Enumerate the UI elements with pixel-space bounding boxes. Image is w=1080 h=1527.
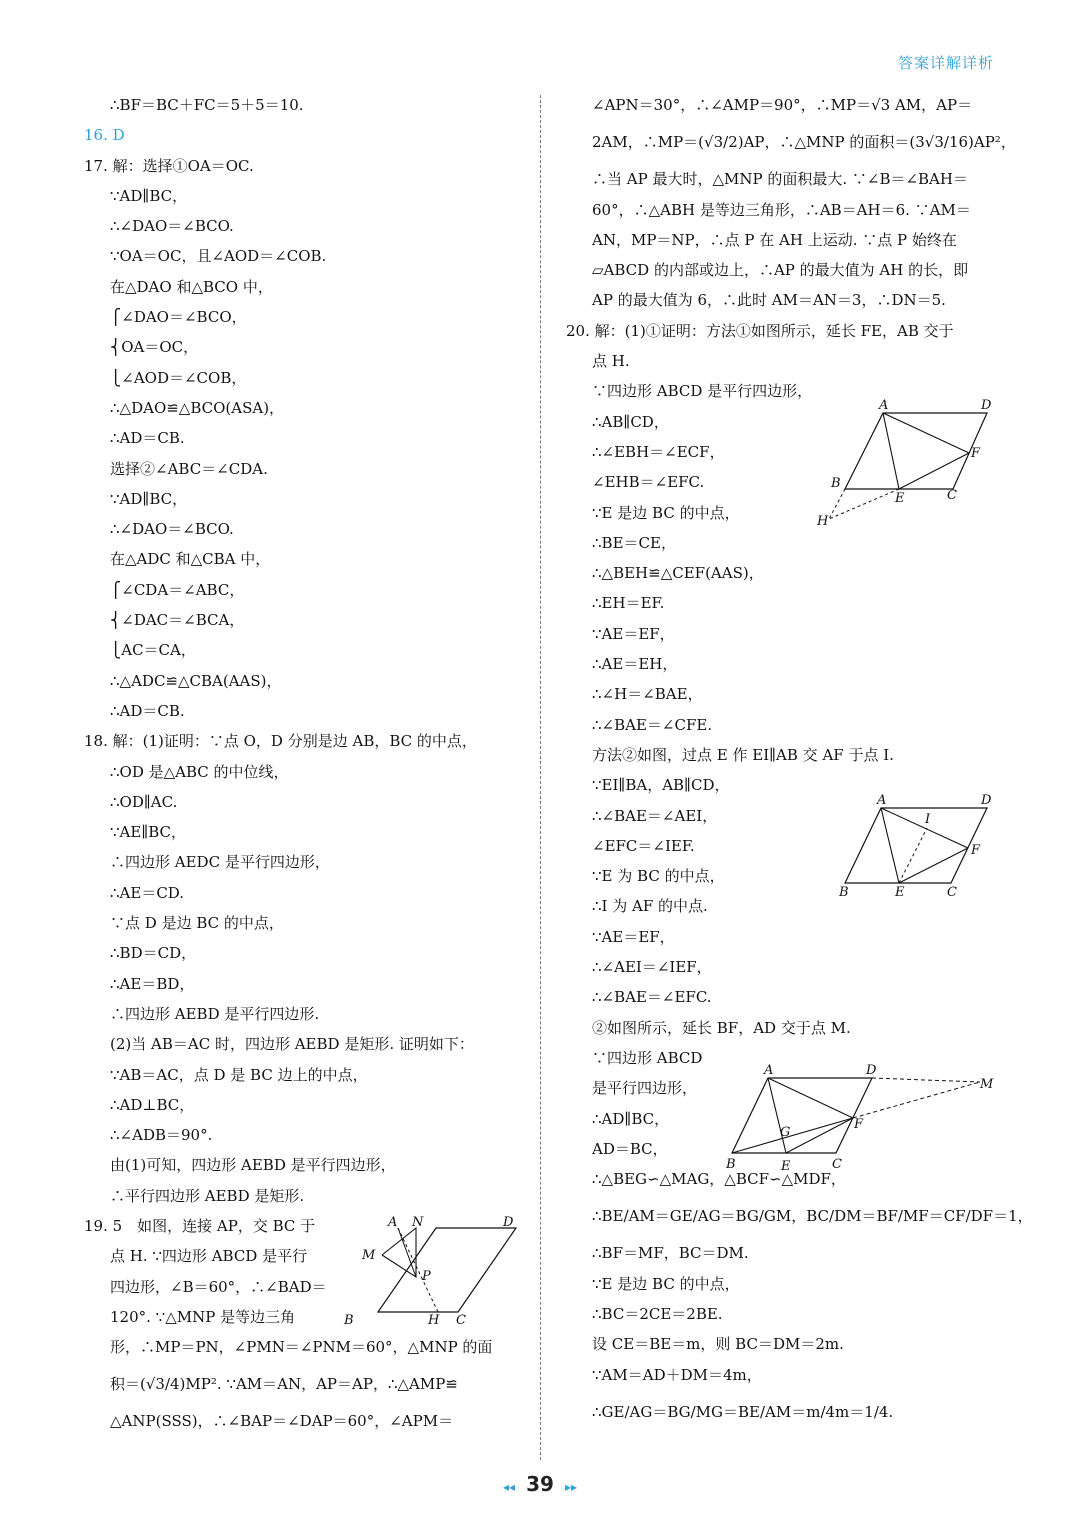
page-number: 39 [526,1472,554,1496]
text-line: (2)当 AB＝AC 时，四边形 AEBD 是矩形. 证明如下： [110,1035,474,1054]
text-line: 60°，∴△ABH 是等边三角形，∴AB＝AH＝6. ∵AM＝ [592,200,971,219]
page-footer [0,1472,1080,1496]
text-line: ∴△BEG∽△MAG，△BCF∽△MDF， [592,1170,846,1189]
text-line: ∵AD∥BC， [110,186,188,205]
text-line: ∴△BEH≌△CEF(AAS)， [592,564,764,583]
text-line: 19. 5 如图，连接 AP，交 BC 于 [84,1216,316,1235]
text-line: ∴∠ADB＝90°. [110,1126,213,1145]
text-line: 形，∴MP＝PN，∠PMN＝∠PNM＝60°，△MNP 的面 [110,1338,493,1357]
label-A: A [388,1215,398,1230]
text-line: 设 CE＝BE＝m，则 BC＝DM＝2m. [592,1335,844,1354]
text-line: ∠EFC＝∠IEF. [592,836,695,855]
text-line: ∴GE/AG＝BG/MG＝BE/AM＝m/4m＝1/4. [592,1402,894,1421]
label-G: G [780,1125,791,1140]
text-line: ∠APN＝30°，∴∠AMP＝90°，∴MP＝√3 AM，AP＝ [592,96,973,114]
text-line: ▱ABCD 的内部或边上，∴AP 的最大值为 AH 的长，即 [592,261,969,280]
text-line: 2AM，∴MP＝(√3/2)AP，∴△MNP 的面积＝(3√3/16)AP²， [592,133,1016,152]
text-line: 18. 解：(1)证明：∵点 O，D 分别是边 AB，BC 的中点， [84,732,477,751]
text-line: ⎩AC＝CA， [110,641,196,660]
text-line: 积＝(√3/4)MP². ∵AM＝AN，AP＝AP，∴△AMP≌ [110,1375,458,1394]
label-N: N [412,1215,424,1230]
text-line: 在△DAO 和△BCO 中， [110,277,273,296]
text-line: ∴△DAO≌△BCO(ASA)， [110,398,285,417]
label-C: C [947,488,957,503]
text-line: 20. 解：(1)①证明：方法①如图所示，延长 FE，AB 交于 [566,321,954,340]
figure-20-method-2 [835,790,1000,905]
column-divider [540,95,541,1460]
text-line: ∴∠DAO＝∠BCO. [110,520,234,539]
text-line: ∵EI∥BA，AB∥CD， [592,776,730,795]
text-line: ∴AB∥CD， [592,412,669,431]
label-B: B [344,1313,354,1328]
label-F: F [971,446,981,461]
label-A: A [764,1063,774,1078]
label-I: I [925,812,931,827]
text-line: 在△ADC 和△CBA 中， [110,550,271,569]
text-line: ∴BD＝CD， [110,944,197,963]
text-line: AD＝BC， [592,1139,668,1158]
text-line: ②如图所示，延长 BF，AD 交于点 M. [592,1018,851,1037]
text-line: ∵E 为 BC 的中点， [592,867,725,886]
text-line: △ANP(SSS)，∴∠BAP＝∠DAP＝60°，∠APM＝ [110,1412,454,1431]
text-line: ∵AE＝EF， [592,624,675,643]
text-line: ∴∠BAE＝∠CFE. [592,715,713,734]
label-H: H [817,514,829,529]
text-line: ∴△ADC≌△CBA(AAS)， [110,671,282,690]
next-page-arrow-icon[interactable]: ▸▸ [565,1480,578,1494]
text-line: ∴AD＝CB. [110,701,185,720]
text-line: ⎨OA＝OC， [110,338,199,357]
text-line: ∴平行四边形 AEBD 是矩形. [110,1186,305,1205]
label-C: C [947,885,957,900]
text-line: 选择②∠ABC＝∠CDA. [110,459,268,478]
text-line: ∴∠BAE＝∠EFC. [592,988,712,1007]
text-line: 120°. ∵△MNP 是等边三角 [110,1307,296,1326]
label-B: B [831,476,841,491]
label-F: F [854,1117,864,1132]
text-line: 点 H. ∵四边形 ABCD 是平行 [110,1247,308,1266]
text-line: 四边形，∠B＝60°，∴∠BAD＝ [110,1277,327,1296]
text-line: 17. 解：选择①OA＝OC. [84,156,254,175]
text-line: ∴BF＝MF，BC＝DM. [592,1244,749,1263]
text-line: 由(1)可知，四边形 AEBD 是平行四边形， [110,1156,396,1175]
text-line: ∵AB＝AC，点 D 是 BC 边上的中点， [110,1065,368,1084]
label-D: D [866,1063,877,1078]
label-M: M [362,1248,376,1263]
label-D: D [503,1215,514,1230]
label-B: B [839,885,849,900]
figure-20-method-1 [815,395,1000,535]
text-line: ∵四边形 ABCD 是平行四边形， [592,382,813,401]
text-line: ∵AD∥BC， [110,489,188,508]
text-line: ∴AE＝EH， [592,655,678,674]
text-line: ∵OA＝OC，且∠AOD＝∠COB. [110,247,327,266]
label-E: E [895,885,905,900]
text-line: ∴∠H＝∠BAE， [592,685,703,704]
label-A: A [879,398,889,413]
label-F: F [971,843,981,858]
text-line: ∴∠BAE＝∠AEI， [592,806,718,825]
label-D: D [981,793,992,808]
text-line: ⎩∠AOD＝∠COB， [110,368,247,387]
text-line: ∵点 D 是边 BC 的中点， [110,914,284,933]
label-M: M [980,1077,994,1092]
text-line: ∴EH＝EF. [592,594,665,613]
label-P: P [422,1269,431,1284]
label-E: E [781,1159,791,1174]
text-line: ∴OD 是△ABC 的中位线， [110,762,289,781]
text-line: ∵AE∥BC， [110,823,187,842]
header-title: 答案详解详析 [897,54,994,72]
text-line: ∵AE＝EF， [592,927,675,946]
text-line: ∴AE＝BD， [110,974,195,993]
text-line: 是平行四边形， [592,1079,698,1098]
text-line: ⎨∠DAC＝∠BCA， [110,611,245,630]
prev-page-arrow-icon[interactable]: ◂◂ [502,1480,515,1494]
figure-19-parallelogram [340,1215,525,1335]
text-line: ∴四边形 AEBD 是平行四边形. [110,1004,320,1023]
text-line: ∴AD⊥BC， [110,1095,195,1114]
label-H: H [428,1313,440,1328]
text-line: ∴∠EBH＝∠ECF， [592,442,725,461]
figure-20-part-2 [722,1060,1000,1175]
text-line: ∴BC＝2CE＝2BE. [592,1304,723,1323]
text-line: 方法②如图，过点 E 作 EI∥AB 交 AF 于点 I. [592,745,894,764]
text-line: ⎧∠CDA＝∠ABC， [110,580,245,599]
label-E: E [895,491,905,506]
text-line: ∴四边形 AEDC 是平行四边形， [110,853,330,872]
text-line: ∴BE/AM＝GE/AG＝BG/GM，BC/DM＝BF/MF＝CF/DF＝1， [592,1207,1033,1226]
text-line: ∴∠AEI＝∠IEF， [592,958,712,977]
label-C: C [456,1313,466,1328]
text-line: ∴BE＝CE， [592,533,676,552]
label-C: C [832,1157,842,1172]
text-line: AN，MP＝NP，∴点 P 在 AH 上运动. ∵点 P 始终在 [592,230,957,249]
text-line: AP 的最大值为 6，∴此时 AM＝AN＝3，∴DN＝5. [592,291,946,310]
answer-16: 16. D [84,126,125,145]
text-line: ∵E 是边 BC 的中点， [592,503,740,522]
text-line: ∴AD＝CB. [110,429,185,448]
text-line: ∵E 是边 BC 的中点， [592,1274,740,1293]
label-A: A [877,793,887,808]
text-line: ∴I 为 AF 的中点. [592,897,708,916]
text-line: ∴AE＝CD. [110,883,185,902]
text-line: ∴∠DAO＝∠BCO. [110,217,234,236]
text-line: ∴当 AP 最大时，△MNP 的面积最大. ∵∠B＝∠BAH＝ [592,170,968,189]
text-line: ∴OD∥AC. [110,792,178,811]
text-line: ∵四边形 ABCD [592,1048,703,1067]
text-line: ∴BF＝BC＋FC＝5＋5＝10. [110,96,304,114]
label-D: D [981,398,992,413]
text-line: ∠EHB＝∠EFC. [592,473,705,492]
text-line: ∵AM＝AD＋DM＝4m， [592,1365,762,1384]
text-line: 点 H. [592,352,630,371]
text-line: ⎧∠DAO＝∠BCO， [110,308,247,327]
text-line: ∴AD∥BC， [592,1109,670,1128]
label-B: B [726,1157,736,1172]
right-column [566,90,1033,1434]
